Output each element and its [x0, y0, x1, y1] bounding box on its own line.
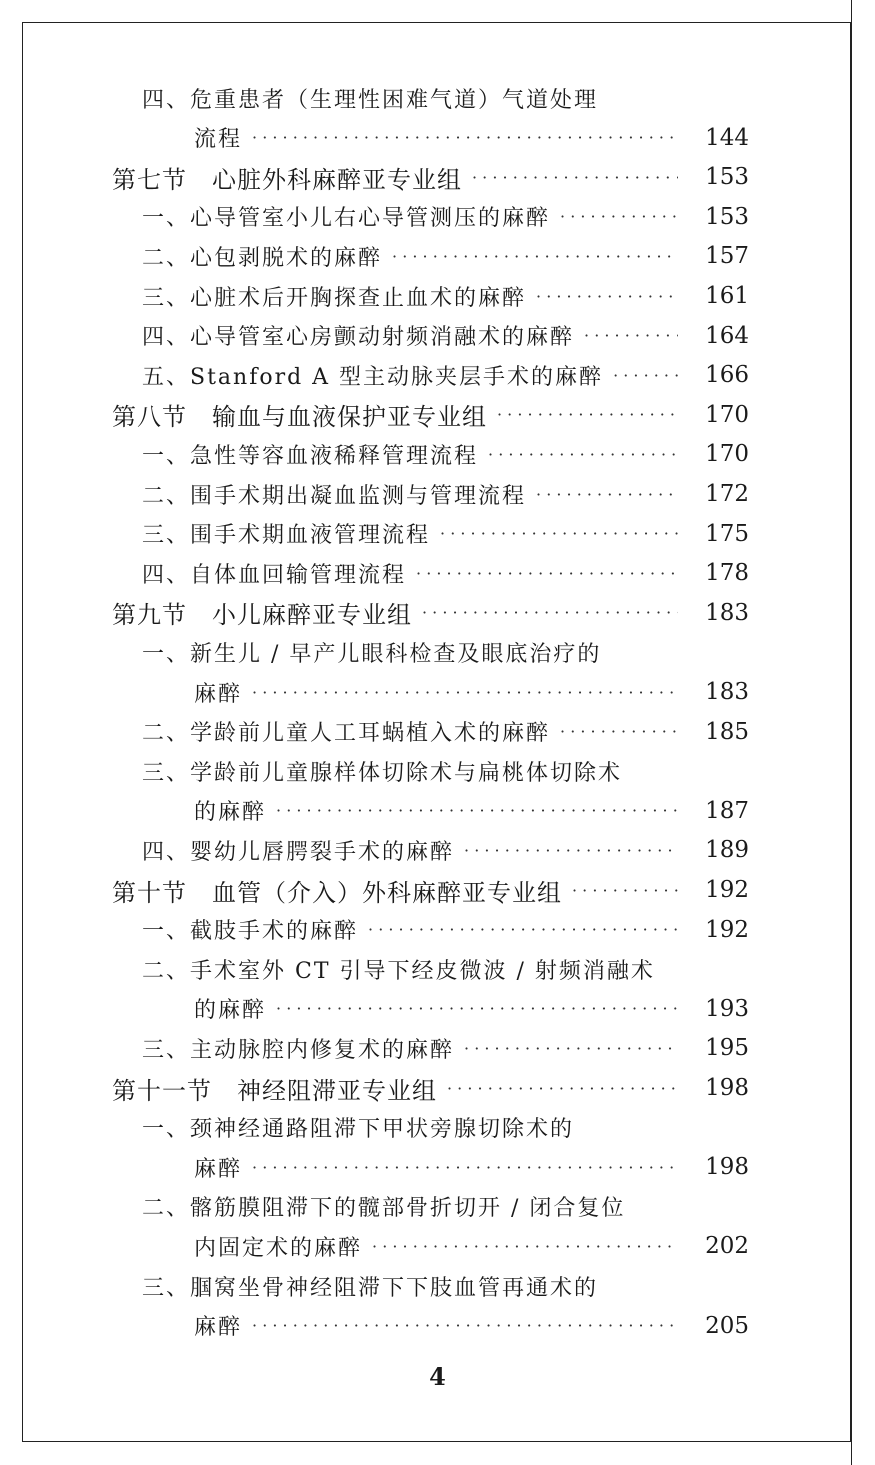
dot-leader	[488, 434, 678, 474]
entry-page-number: 192	[705, 877, 749, 903]
dot-leader	[464, 830, 678, 870]
toc-entry	[194, 989, 688, 1029]
toc-entry	[112, 593, 688, 633]
toc-entry-row	[0, 751, 875, 791]
entry-title: 一、新生儿 / 早产儿眼科检查及眼底治疗的	[142, 641, 602, 667]
section-title: 第十节 血管（介入）外科麻醉亚专业组	[112, 878, 562, 907]
dot-leader	[464, 1028, 678, 1068]
dot-leader	[536, 474, 678, 514]
toc-entry	[194, 1226, 688, 1266]
toc-entry-row	[0, 1108, 875, 1148]
entry-title: 二、学龄前儿童人工耳蜗植入术的麻醉	[142, 721, 551, 747]
entry-page-number: 161	[705, 283, 749, 309]
toc-entry	[142, 514, 688, 554]
entry-page-number: 183	[705, 679, 749, 705]
toc-entry-row	[0, 910, 875, 950]
dot-leader	[497, 395, 678, 435]
toc-entry-row	[0, 78, 875, 118]
section-title: 第七节 心脏外科麻醉亚专业组	[112, 165, 462, 194]
toc-entry-row	[0, 791, 875, 831]
entry-page-number: 144	[705, 124, 749, 151]
entry-title: 二、心包剥脱术的麻醉	[142, 245, 383, 271]
toc-entry-row	[0, 949, 875, 989]
toc-entry-row	[0, 632, 875, 672]
entry-title: 一、截肢手术的麻醉	[142, 919, 359, 945]
toc-entry	[142, 434, 688, 474]
entry-title: 流程	[194, 127, 243, 153]
toc-entry	[194, 791, 688, 831]
entry-page-number: 183	[705, 599, 749, 626]
toc-entry	[142, 751, 622, 791]
toc-entry-row	[0, 276, 875, 316]
entry-page-number: 164	[705, 322, 749, 349]
entry-title: 麻醉	[194, 1156, 243, 1182]
toc-entry	[112, 395, 688, 435]
entry-title: 的麻醉	[194, 998, 267, 1024]
dot-leader	[368, 910, 678, 950]
toc-entry	[194, 1306, 688, 1346]
toc-entry	[142, 316, 688, 356]
entry-title: 三、心脏术后开胸探查止血术的麻醉	[142, 285, 527, 311]
dot-leader	[372, 1226, 678, 1266]
entry-title: 四、自体血回输管理流程	[142, 562, 407, 588]
toc-section-row	[0, 870, 875, 910]
entry-title: 三、主动脉腔内修复术的麻醉	[142, 1037, 455, 1063]
entry-page-number: 185	[705, 718, 749, 745]
toc-entry-row	[0, 316, 875, 356]
toc-entry	[142, 474, 688, 514]
entry-page-number: 178	[705, 560, 749, 587]
entry-page-number: 187	[705, 797, 749, 824]
dot-leader	[252, 672, 678, 712]
entry-title: 一、颈神经通路阻滞下甲状旁腺切除术的	[142, 1117, 575, 1143]
toc-entry	[142, 1266, 598, 1306]
toc-entry-row	[0, 1187, 875, 1227]
toc-entry-row	[0, 1147, 875, 1187]
toc-section-row	[0, 593, 875, 633]
entry-title: 五、Stanford A 型主动脉夹层手术的麻醉	[142, 364, 604, 390]
entry-title: 二、髂筋膜阻滞下的髋部骨折切开 / 闭合复位	[142, 1196, 626, 1222]
toc-entry	[142, 553, 688, 593]
dot-leader	[392, 236, 678, 276]
entry-title: 内固定术的麻醉	[194, 1235, 363, 1261]
entry-page-number: 153	[705, 164, 749, 191]
entry-title: 二、手术室外 CT 引导下经皮微波 / 射频消融术	[142, 958, 655, 984]
toc-entry	[142, 236, 688, 276]
toc-entry-row	[0, 1306, 875, 1346]
dot-leader	[416, 553, 678, 593]
entry-page-number: 189	[705, 837, 749, 864]
dot-leader	[447, 1068, 678, 1108]
toc-entry	[194, 672, 688, 712]
toc-entry	[142, 197, 688, 237]
dot-leader	[276, 989, 678, 1029]
entry-page-number: 192	[705, 916, 749, 943]
toc-entry-row	[0, 474, 875, 514]
entry-title: 一、急性等容血液稀释管理流程	[142, 443, 479, 469]
toc-section-row	[0, 395, 875, 435]
dot-leader	[422, 593, 678, 633]
entry-page-number: 172	[705, 481, 749, 507]
entry-page-number: 205	[705, 1312, 749, 1339]
toc-entry	[142, 632, 601, 672]
toc-entry	[112, 157, 688, 197]
toc-entry-row	[0, 1028, 875, 1068]
entry-title: 三、围手术期血液管理流程	[142, 523, 431, 549]
dot-leader	[613, 355, 678, 395]
entry-title: 四、婴幼儿唇腭裂手术的麻醉	[142, 839, 455, 865]
toc-entry-row	[0, 197, 875, 237]
dot-leader	[472, 157, 678, 197]
toc-entry-row	[0, 1266, 875, 1306]
toc-entry-row	[0, 672, 875, 712]
toc-entry-row	[0, 830, 875, 870]
toc-entry	[142, 712, 688, 752]
toc-section-row	[0, 157, 875, 197]
toc-entry	[142, 78, 598, 118]
dot-leader	[572, 870, 678, 910]
entry-title: 四、危重患者（生理性困难气道）气道处理	[142, 87, 599, 113]
entry-title: 三、学龄前儿童腺样体切除术与扁桃体切除术	[142, 760, 623, 786]
toc-entry-row	[0, 514, 875, 554]
toc-entry-row	[0, 434, 875, 474]
entry-title: 四、心导管室心房颤动射频消融术的麻醉	[142, 325, 575, 351]
toc-entry	[194, 118, 688, 158]
toc-section-row	[0, 1068, 875, 1108]
dot-leader	[560, 712, 678, 752]
toc-entry-row	[0, 553, 875, 593]
toc-entry	[142, 1108, 574, 1148]
toc-entry-row	[0, 355, 875, 395]
entry-title: 三、腘窝坐骨神经阻滞下下肢血管再通术的	[142, 1275, 599, 1301]
toc-entry	[112, 1068, 688, 1108]
toc-entry-row	[0, 236, 875, 276]
entry-page-number: 170	[705, 401, 749, 428]
entry-page-number: 198	[705, 1075, 749, 1101]
toc-entry-row	[0, 989, 875, 1029]
entry-title: 麻醉	[194, 681, 243, 707]
entry-page-number: 198	[705, 1154, 749, 1181]
toc-entry	[142, 1028, 688, 1068]
toc-entry	[142, 910, 688, 950]
entry-page-number: 195	[705, 1035, 749, 1062]
page-number: 4	[429, 1362, 446, 1391]
entry-page-number: 202	[705, 1233, 749, 1260]
section-title: 第十一节 神经阻滞亚专业组	[112, 1076, 437, 1105]
toc-entry	[142, 355, 688, 395]
dot-leader	[440, 514, 678, 554]
dot-leader	[560, 197, 678, 237]
dot-leader	[252, 1147, 678, 1187]
entry-page-number: 157	[705, 243, 749, 270]
toc-entry	[142, 276, 688, 316]
entry-title: 的麻醉	[194, 800, 267, 826]
toc-entry-row	[0, 1226, 875, 1266]
dot-leader	[252, 1306, 678, 1346]
toc-entry	[142, 1187, 625, 1227]
toc-entry	[112, 870, 688, 910]
toc-entry	[194, 1147, 688, 1187]
entry-title: 麻醉	[194, 1315, 243, 1341]
section-title: 第八节 输血与血液保护亚专业组	[112, 403, 487, 432]
entry-page-number: 175	[705, 520, 749, 547]
dot-leader	[276, 791, 678, 831]
section-title: 第九节 小儿麻醉亚专业组	[112, 601, 412, 630]
toc-entry	[142, 949, 655, 989]
entry-page-number: 193	[705, 995, 749, 1022]
entry-page-number: 166	[705, 362, 749, 389]
toc-entry-row	[0, 712, 875, 752]
toc-entry	[142, 830, 688, 870]
entry-page-number: 153	[705, 203, 749, 230]
entry-page-number: 170	[705, 441, 749, 468]
dot-leader	[252, 118, 678, 158]
entry-title: 二、围手术期出凝血监测与管理流程	[142, 483, 527, 509]
toc-entry-row	[0, 118, 875, 158]
entry-title: 一、心导管室小儿右心导管测压的麻醉	[142, 206, 551, 232]
dot-leader	[584, 316, 678, 356]
dot-leader	[536, 276, 678, 316]
